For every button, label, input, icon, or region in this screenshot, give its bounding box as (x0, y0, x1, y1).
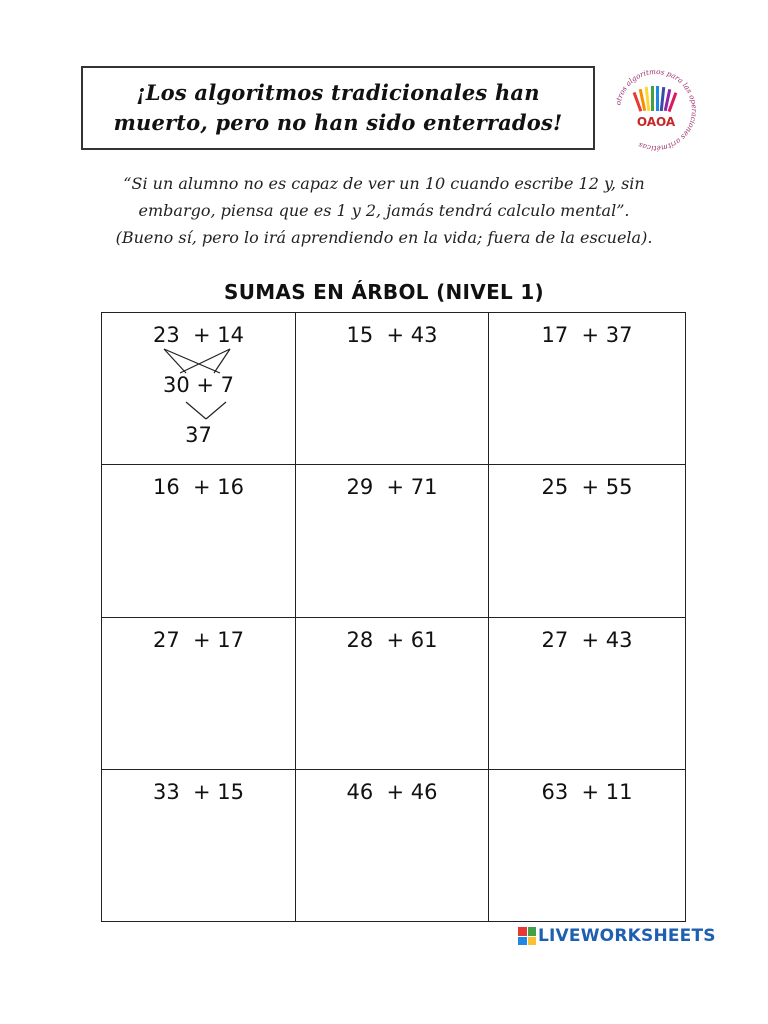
liveworksheets-icon (518, 927, 536, 945)
sum-text: 27 + 17 (152, 628, 245, 652)
title-box (81, 66, 595, 150)
example-result: 37 (185, 423, 212, 447)
quote-line-2: embargo, piensa que es 1 y 2, jamás tendrá calculo mental”. (138, 201, 630, 220)
sum-text: 63 + 11 (541, 780, 633, 804)
sum-text: 16 + 16 (152, 475, 245, 499)
example-cell (102, 313, 296, 465)
sum-cell[interactable] (489, 313, 685, 465)
sum-cell[interactable] (102, 618, 296, 770)
sum-text: 29 + 71 (346, 475, 438, 499)
sum-cell[interactable] (489, 618, 685, 770)
sum-cell[interactable] (489, 770, 685, 921)
liveworksheets-logo[interactable] (518, 925, 716, 947)
oaoa-logo-graphic (610, 64, 702, 156)
icon-square-2 (528, 927, 537, 936)
sum-text: 25 + 55 (541, 475, 633, 499)
icon-square-1 (518, 927, 527, 936)
icon-square-3 (518, 937, 527, 946)
title-line-2: muerto, pero no han sido enterrados! (113, 110, 563, 135)
icon-square-4 (528, 937, 537, 946)
sum-cell[interactable] (296, 618, 489, 770)
quote-line-1: “Si un alumno no es capaz de ver un 10 cuando escribe 12 y, sin (123, 174, 645, 193)
sum-text: 15 + 43 (346, 323, 438, 347)
sum-cell[interactable] (296, 465, 489, 618)
quote (60, 170, 708, 251)
sum-text: 17 + 37 (541, 323, 633, 347)
sum-cell[interactable] (102, 465, 296, 618)
sum-text: 46 + 46 (346, 780, 438, 804)
logo-ring-text: otros algoritmos para las operaciones aritméticas (613, 66, 700, 154)
sum-cell[interactable] (489, 465, 685, 618)
sum-text: 33 + 15 (152, 780, 245, 804)
liveworksheets-label: LIVEWORKSHEETS (538, 926, 716, 946)
sum-cell[interactable] (296, 313, 489, 465)
example-sum: 23 + 14 (152, 323, 245, 347)
sum-text: 28 + 61 (346, 628, 438, 652)
oaoa-logo (610, 64, 702, 156)
sum-cell[interactable] (296, 770, 489, 921)
sums-grid (101, 312, 686, 922)
sum-cell[interactable] (102, 770, 296, 921)
quote-line-3: (Bueno sí, pero lo irá aprendiendo en la vida; fuera de la escuela). (115, 228, 653, 247)
sum-text: 27 + 43 (541, 628, 633, 652)
example-decomposition: 30 + 7 (162, 373, 235, 397)
worksheet-heading: SUMAS EN ÁRBOL (NIVEL 1) (223, 280, 544, 304)
title-line-1: ¡Los algoritmos tradicionales han (136, 80, 540, 105)
logo-text: OAOA (636, 115, 676, 129)
logo-pencils (633, 86, 678, 112)
